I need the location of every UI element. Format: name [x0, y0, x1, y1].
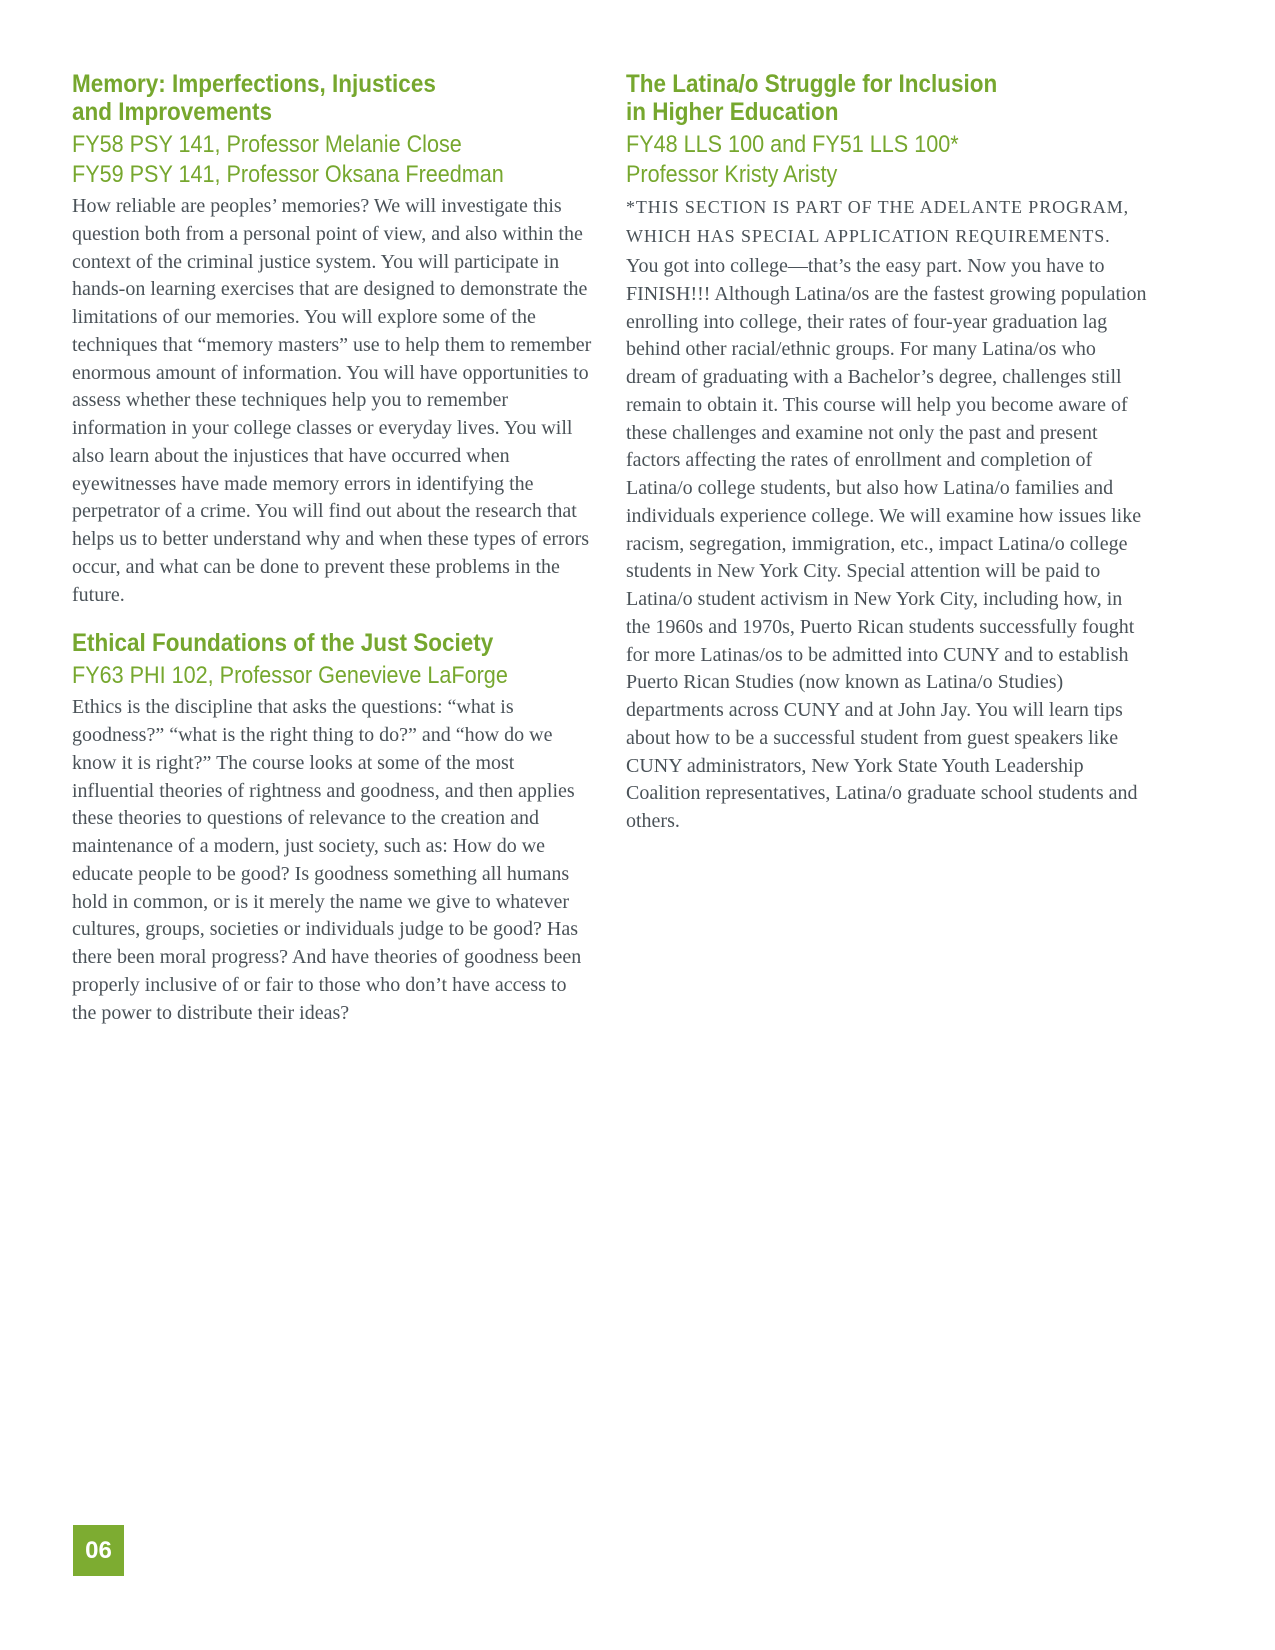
course-section-latina-struggle	[626, 70, 1149, 836]
course-section-ethics	[72, 629, 595, 1027]
section-title-line: and Improvements	[72, 98, 273, 126]
course-professor-line: FY48 LLS 100 and FY51 LLS 100*	[626, 131, 959, 158]
section-subtitle	[626, 130, 1097, 190]
section-subtitle	[72, 661, 543, 691]
section-title	[72, 629, 543, 657]
page-number-badge	[73, 1525, 124, 1576]
course-professor-line: FY58 PSY 141, Professor Melanie Close	[72, 131, 462, 158]
section-title	[72, 70, 543, 126]
section-body: You got into college—that’s the easy part. Now you have to FINISH!!! Although Latina/os are the fastest growing population enrolling into college, their rates of four-year graduation lag behind other racial/ethnic groups. For many Latina/os who dream of graduating with a Bachelor’s degree, challenges still remain to obtain it. This course will help you become aware of these challenges and examine not only the past and present factors affecting the rates of enrollment and completion of Latina/o college students, but also how Latina/o families and individuals experience college. We will examine how issues like racism, segregation, immigration, etc., impact Latina/o college students in New York City. Special attention will be paid to Latina/o student activism in New York City, including how, in the 1960s and 1970s, Puerto Rican students successfully fought for more Latinas/os to be admitted into CUNY and to establish Puerto Rican Studies (now known as Latina/o Studies) departments across CUNY and at John Jay. You will learn tips about how to be a successful student from guest speakers like CUNY administrators, New York State Youth Leadership Coalition representatives, Latina/o graduate school students and others.	[626, 255, 1147, 832]
course-professor-line: Professor Kristy Aristy	[626, 161, 838, 188]
page-number: 06	[85, 1536, 112, 1564]
section-title-line: in Higher Education	[626, 98, 839, 126]
course-section-memory	[72, 70, 595, 609]
course-professor-line: FY63 PHI 102, Professor Genevieve LaForge	[72, 662, 508, 690]
section-title-line: Ethical Foundations of the Just Society	[72, 629, 494, 658]
section-title-line: Memory: Imperfections, Injustices	[72, 70, 436, 98]
section-subtitle	[72, 130, 543, 190]
section-note: *THIS SECTION IS PART OF THE ADELANTE PROGRAM, WHICH HAS SPECIAL APPLICATION REQUIREMENTS.	[626, 197, 1130, 246]
section-body: How reliable are peoples’ memories? We will investigate this question both from a personal point of view, and also within the context of the criminal justice system. You will participate in hands-on learning exercises that are designed to demonstrate the limitations of our memories. You will explore some of the techniques that “memory masters” use to help them to remember enormous amount of information. You will have opportunities to assess whether these techniques help you to remember information in your college classes or everyday lives. You will also learn about the injustices that have occurred when eyewitnesses have made memory errors in identifying the perpetrator of a crime. You will find out about the research that helps us to better understand why and when these types of errors occur, and what can be done to prevent these problems in the future.	[72, 195, 592, 606]
section-title-line: The Latina/o Struggle for Inclusion	[626, 70, 998, 98]
right-column	[626, 70, 1149, 1045]
course-professor-line: FY59 PSY 141, Professor Oksana Freedman	[72, 161, 504, 188]
section-body: Ethics is the discipline that asks the questions: “what is goodness?” “what is the right thing to do?” and “how do we know it is right?” The course looks at some of the most influential theories of rightness and goodness, and then applies these theories to questions of relevance to the creation and maintenance of a modern, just society, such as: How do we educate people to be good? Is goodness something all humans hold in common, or is it merely the name we give to whatever cultures, groups, societies or individuals judge to be good? Has there been moral progress? And have theories of goodness been properly inclusive of or fair to those who don’t have access to the power to distribute their ideas?	[72, 696, 582, 1024]
left-column	[72, 70, 595, 1045]
section-title	[626, 70, 1097, 126]
